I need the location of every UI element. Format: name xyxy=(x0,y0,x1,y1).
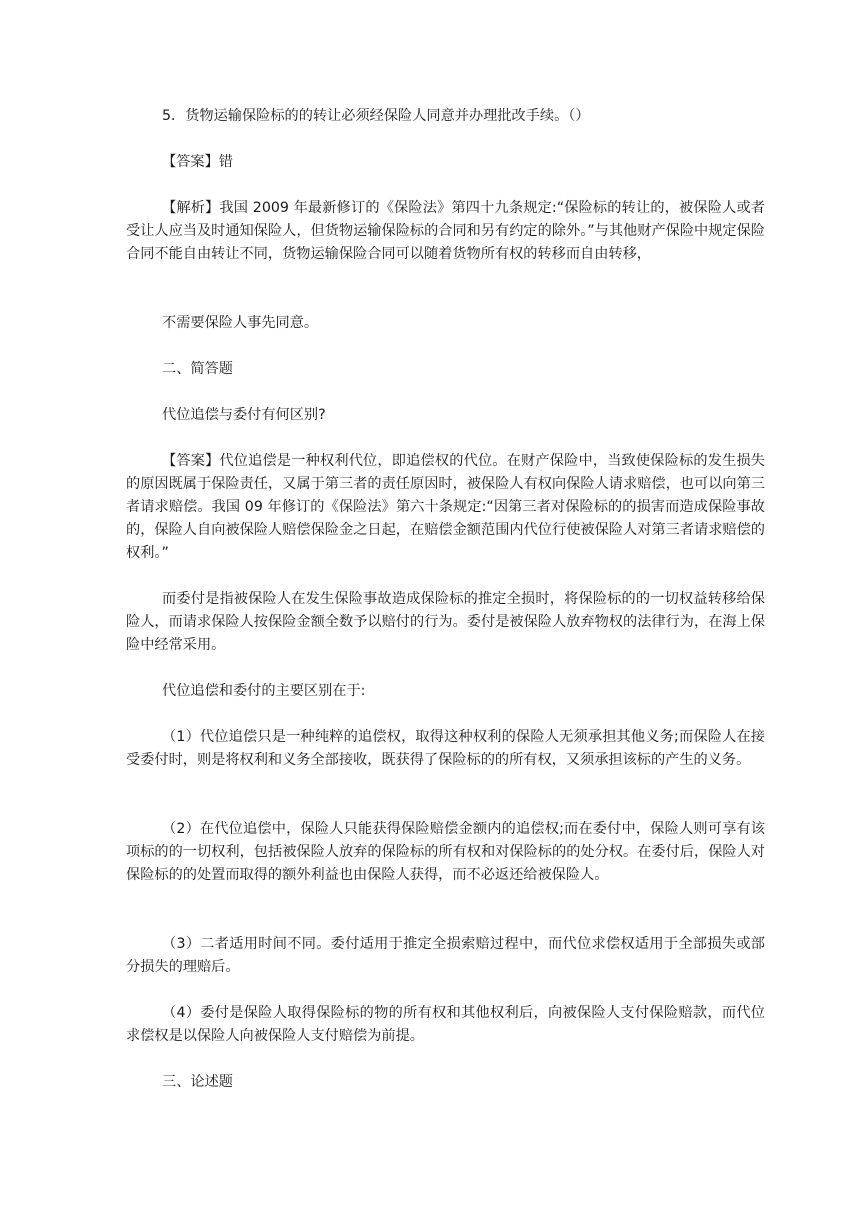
answer-label: 【答案】错 xyxy=(162,154,233,170)
short-answer-question: 代位追偿与委付有何区别? xyxy=(162,407,326,423)
difference-item-2: （2）在代位追偿中，保险人只能获得保险赔偿金额内的追偿权;而在委付中，保险人则可享有该项标的的一切权利，包括被保险人放弃的保险标的所有权和对保险标的的处分权。在委付后，保险人对保险标的的处置而取得的额外利益也由保险人获得，而不必返还给被保险人。 xyxy=(126,821,765,883)
section-heading-short-answer: 二、简答题 xyxy=(162,361,233,377)
short-answer-paragraph-2: 而委付是指被保险人在发生保险事故造成保险标的推定全损时，将保险标的的一切权益转移给保险人，而请求保险人按保险金额全数予以赔付的行为。委付是被保险人放弃物权的法律行为，在海上保险中经常采用。 xyxy=(126,591,765,653)
section-heading-essay: 三、论述题 xyxy=(162,1074,233,1090)
analysis-paragraph: 【解析】我国 2009 年最新修订的《保险法》第四十九条规定:“保险标的转让的，被保险人或者受让人应当及时通知保险人，但货物运输保险标的合同和另有约定的除外。”与其他财产保险中规定保险合同不能自由转让不同，货物运输保险合同可以随着货物所有权的转移而自由转移， xyxy=(126,200,765,262)
question-5: 5．货物运输保险标的的转让必须经保险人同意并办理批改手续。（） xyxy=(162,108,590,124)
difference-item-3: （3）二者适用时间不同。委付适用于推定全损索赔过程中，而代位求偿权适用于全部损失或部分损失的理赔后。 xyxy=(126,936,765,975)
short-answer-paragraph-1: 【答案】代位追偿是一种权利代位，即追偿权的代位。在财产保险中，当致使保险标的发生损失的原因既属于保险责任，又属于第三者的责任原因时，被保险人有权向保险人请求赔偿，也可以向第三者请求赔偿。我国 09 年修订的《保险法》第六十条规定:“因第三者对保险标的的损害而造成保险事故的，保险人自向被保险人赔偿保险金之日起，在赔偿金额范围内代位行使被保险人对第三者请求赔偿的权利。” xyxy=(126,453,765,561)
differences-intro: 代位追偿和委付的主要区别在于: xyxy=(162,683,366,699)
difference-item-1: （1）代位追偿只是一种纯粹的追偿权，取得这种权利的保险人无须承担其他义务;而保险人在接受委付时，则是将权利和义务全部接收，既获得了保险标的的所有权，又须承担该标的产生的义务。 xyxy=(126,729,765,768)
analysis-continuation: 不需要保险人事先同意。 xyxy=(162,315,319,331)
difference-item-4: （4）委付是保险人取得保险标的物的所有权和其他权利后，向被保险人支付保险赔款，而代位求偿权是以保险人向被保险人支付赔偿为前提。 xyxy=(126,1005,765,1044)
